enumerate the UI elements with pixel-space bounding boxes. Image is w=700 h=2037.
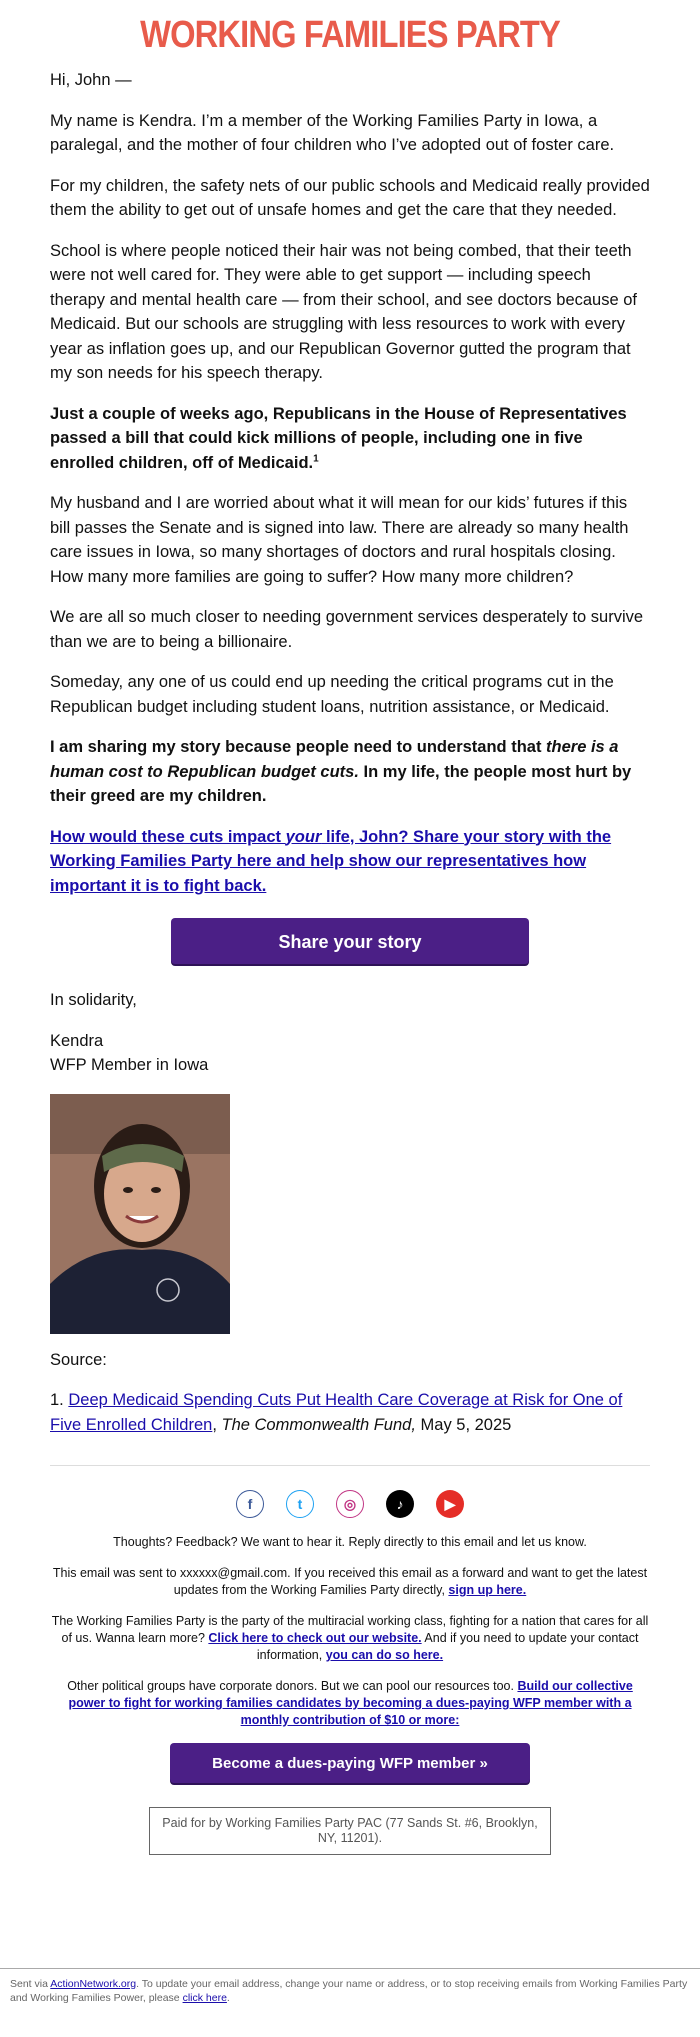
sharing-a: I am sharing my story because people need to understand that <box>50 738 547 756</box>
about-text: The Working Families Party is the party of the multiracial working class, fighting for a nation that cares for all of us. Wanna learn more? Click here to check out our website. And if you need to update your contact information, you can do so here. <box>51 1614 649 1662</box>
sent-to-text: This email was sent to xxxxxx@gmail.com. If you received this email as a forward and want to get the latest updates from the Working Families Party directly, sign up here. <box>52 1566 648 1597</box>
share-story-link[interactable]: How would these cuts impact your life, John? Share your story with the Working Families Party here and help show our representatives how important it is to fight back. <box>50 827 612 895</box>
facebook-icon[interactable]: f <box>236 1490 264 1518</box>
wfp-logo[interactable]: WORKING FAMILIES PARTY <box>140 14 560 56</box>
sharing-c: In my life, the people most hurt by their greed are my children. <box>50 762 632 805</box>
sharing-emphasis: there is a human cost to Republican budget cuts. <box>50 738 619 781</box>
cta-paragraph <box>50 825 650 899</box>
paid-for-disclaimer: Paid for by Working Families Party PAC (77 Sands St. #6, Brooklyn, NY, 11201). <box>149 1807 551 1855</box>
email-body <box>50 0 650 1855</box>
greeting: Hi, John — <box>50 71 132 89</box>
sign-up-link[interactable]: sign up here. <box>448 1583 527 1597</box>
share-story-button[interactable]: Share your story <box>171 918 529 964</box>
paragraph-worried: My husband and I are worried about what it will mean for our kids’ futures if this bill passes the Senate and is signed into law. There are already so many health care issues in Iowa, so many shortages of doctors and rural hospitals closing. How many more families are going to suffer? How many more children? <box>50 494 629 586</box>
kendra-photo <box>50 1094 230 1334</box>
portrait-illustration <box>50 1094 230 1334</box>
signoff: In solidarity, <box>50 991 137 1009</box>
social-links <box>50 1490 650 1518</box>
signature-title: WFP Member in Iowa <box>50 1056 209 1074</box>
paragraph-sharing <box>50 735 650 809</box>
paragraph-intro: My name is Kendra. I’m a member of the Working Families Party in Iowa, a paralegal, and the mother of four children who I’ve adopted out of foster care. <box>50 111 615 154</box>
source-citation: 1. Deep Medicaid Spending Cuts Put Health Care Coverage at Risk for One of Five Enrolled Children, The Commonwealth Fund, May 5, 2025 <box>50 1391 623 1434</box>
dues-member-link[interactable]: Build our collective power to fight for working families candidates by becoming a dues-paying WFP member with a monthly contribution of $10 or more: <box>68 1679 633 1727</box>
unsubscribe-link[interactable]: click here <box>182 1992 227 2004</box>
source-link[interactable]: Deep Medicaid Spending Cuts Put Health Care Coverage at Risk for One of Five Enrolled Children <box>50 1391 623 1434</box>
paragraph-programs: Someday, any one of us could end up needing the critical programs cut in the Republican budget including student loans, nutrition assistance, or Medicaid. <box>50 673 614 716</box>
footnote-ref: 1 <box>313 453 319 464</box>
footer-divider <box>50 1465 650 1466</box>
update-contact-link[interactable]: you can do so here. <box>325 1648 444 1662</box>
source-label: Source: <box>50 1350 107 1369</box>
signature <box>50 1029 650 1078</box>
paragraph-safety-nets: For my children, the safety nets of our public schools and Medicaid really provided them the ability to get out of unsafe homes and get the care that they needed. <box>50 176 650 219</box>
become-member-button[interactable]: Become a dues-paying WFP member » <box>170 1743 530 1783</box>
paragraph-school: School is where people noticed their hair was not being combed, that their teeth were not well cared for. They were able to get support — including speech therapy and mental health care — from their school, and see doctors because of Medicaid. But our schools are struggling with less resources to work with every year as inflation goes up, and our Republican Governor gutted the program that my son needs for his speech therapy. <box>50 241 637 382</box>
feedback-text: Thoughts? Feedback? We want to hear it. Reply directly to this email and let us know. <box>113 1535 587 1549</box>
paragraph-services: We are all so much closer to needing government services desperately to survive than we are to being a billionaire. <box>50 608 644 651</box>
twitter-icon[interactable]: t <box>286 1490 314 1518</box>
source-publisher: The Commonwealth Fund, <box>221 1415 416 1434</box>
action-network-footer: Sent via ActionNetwork.org. To update your email address, change your name or address, or to stop receiving emails from Working Families Party and Working Families Power, please click here. <box>0 1968 700 2005</box>
actionnetwork-link[interactable]: ActionNetwork.org <box>50 1978 137 1990</box>
instagram-icon[interactable]: ◎ <box>336 1490 364 1518</box>
youtube-icon[interactable]: ▶ <box>436 1490 464 1518</box>
paragraph-bill <box>50 402 650 476</box>
bill-text: Just a couple of weeks ago, Republicans in the House of Representatives passed a bill that could kick millions of people, including one in five enrolled children, off of Medicaid. <box>50 404 627 472</box>
donors-text: Other political groups have corporate donors. But we can pool our resources too. Build our collective power to fight for working families candidates by becoming a dues-paying WFP member with a monthly contribution of $10 or more: <box>67 1679 633 1727</box>
tiktok-icon[interactable]: ♪ <box>386 1490 414 1518</box>
signature-name: Kendra <box>50 1031 104 1050</box>
website-link[interactable]: Click here to check out our website. <box>208 1631 422 1645</box>
footer <box>50 1490 650 1855</box>
